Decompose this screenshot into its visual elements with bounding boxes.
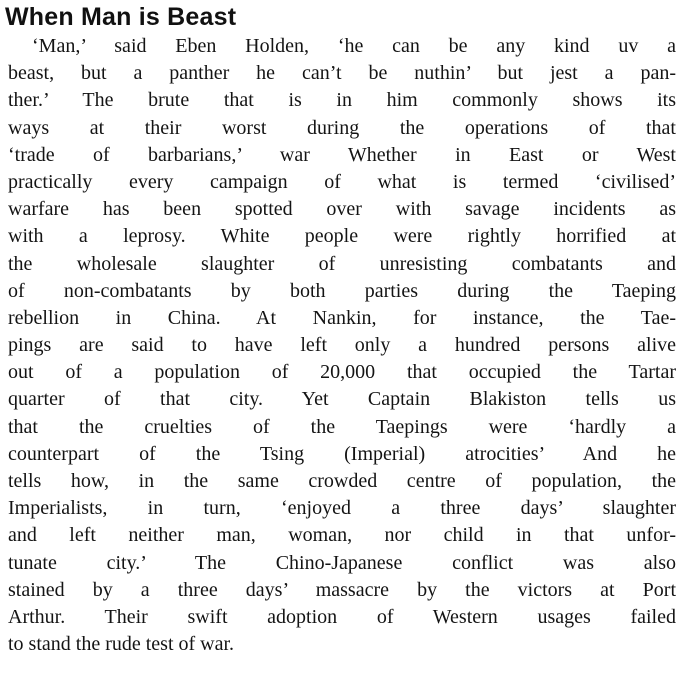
article-line: practically every campaign of what is termed ‘civilised’ — [8, 170, 676, 193]
article-line: ‘Man,’ said Eben Holden, ‘he can be any kind uv a — [32, 35, 676, 57]
article-line: beast, but a panther he can’t be nuthin’ but jest a pan- — [8, 62, 676, 85]
article-line: pings are said to have left only a hundred persons alive — [8, 334, 676, 357]
article-body — [8, 33, 676, 658]
article-line: ways at their worst during the operations of that — [8, 116, 676, 139]
article-line: quarter of that city. Yet Captain Blakiston tells us — [8, 388, 676, 411]
article-line: warfare has been spotted over with savage incidents as — [8, 198, 676, 221]
article-line: tells how, in the same crowded centre of population, the — [8, 470, 676, 492]
article-line: counterpart of the Tsing (Imperial) atrocities’ And he — [8, 442, 676, 465]
article-line: that the cruelties of the Taepings were ‘hardly a — [8, 415, 676, 438]
article-line: ‘trade of barbarians,’ war Whether in East or West — [8, 143, 676, 166]
article-line: stained by a three days’ massacre by the victors at Port — [8, 578, 676, 601]
article-line: the wholesale slaughter of unresisting combatants and — [8, 252, 676, 275]
article-line: of non-combatants by both parties during the Taeping — [8, 279, 676, 302]
article-line: and left neither man, woman, nor child in that unfor- — [8, 524, 676, 547]
article-line: rebellion in China. At Nankin, for instance, the Tae- — [8, 306, 676, 329]
article-line: ther.’ The brute that is in him commonly shows its — [8, 89, 676, 112]
article-line: tunate city.’ The Chino-Japanese conflict was also — [8, 551, 676, 574]
article-line: Imperialists, in turn, ‘enjoyed a three days’ slaughter — [8, 497, 676, 520]
article-line: with a leprosy. White people were rightly horrified at — [8, 225, 676, 248]
headline: When Man is Beast — [5, 3, 237, 31]
article-line: to stand the rude test of war. — [8, 633, 235, 656]
article-line: Arthur. Their swift adoption of Western usages failed — [8, 605, 676, 628]
article-line: out of a population of 20,000 that occupied the Tartar — [8, 361, 676, 384]
